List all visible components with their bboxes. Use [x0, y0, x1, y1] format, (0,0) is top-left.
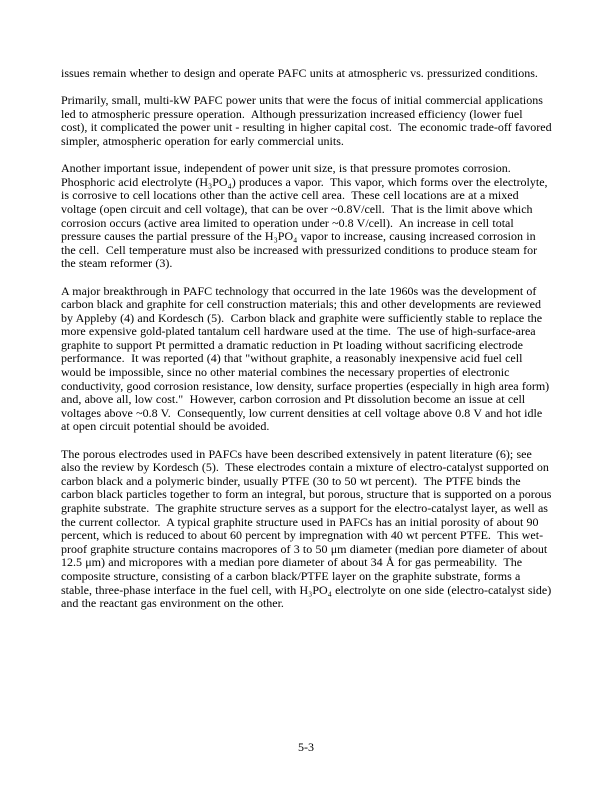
paragraph-continuation: issues remain whether to design and operate PAFC units at atmospheric vs. pressurized conditions.	[61, 66, 538, 80]
paragraph-pressure-corrosion: Another important issue, independent of power unit size, is that pressure promotes corrosion. Phosphoric acid electrolyte (H₃PO₄) produces a vapor. This vapor, which forms over the electrolyte, is corrosive to cell locations other than the active cell area. These cell locations are at a mixed voltage (open circuit and cell voltage), that can be over ~0.8V/cell. That is the limit above which corrosion occurs (active area limited to operation under ~0.8 V/cell). An increase in cell total pressure causes the partial pressure of the H₃PO₄ vapor to increase, causing increased corrosion in the cell. Cell temperature must also be increased with pressurized conditions to produce steam for the steam reformer (3).	[61, 161, 551, 271]
paragraph-atmospheric-operation: Primarily, small, multi-kW PAFC power units that were the focus of initial commercial applications led to atmospheric pressure operation. Although pressurization increased efficiency (lower fuel cost), it complicated the power unit - resulting in higher capital cost. The economic trade-off favored simpler, atmospheric operation for early commercial units.	[61, 93, 555, 148]
paragraph-carbon-graphite-breakthrough: A major breakthrough in PAFC technology that occurred in the late 1960s was the development of carbon black and graphite for cell construction materials; this and other developments are reviewed by Appleby (4) and Kordesch (5). Carbon black and graphite were sufficiently stable to replace the more expensive gold-plated tantalum cell hardware used at the time. The use of high-surface-area graphite to support Pt permitted a dramatic reduction in Pt loading without sacrificing electrode performance. It was reported (4) that "without graphite, a reasonably inexpensive acid fuel cell would be impossible, since no other material combines the necessary properties of electronic conductivity, good corrosion resistance, low density, surface properties (especially in high area form) and, above all, low cost." However, carbon corrosion and Pt dissolution become an issue at cell voltages above ~0.8 V. Consequently, low current densities at cell voltage above 0.8 V and hot idle at open circuit potential should be avoided.	[61, 283, 553, 434]
document-body	[61, 66, 555, 611]
page-number: 5-3	[298, 740, 314, 754]
paragraph-porous-electrodes: The porous electrodes used in PAFCs have been described extensively in patent literature (6); see also the review by Kordesch (5). These electrodes contain a mixture of electro-catalyst supported on carbon black and a polymeric binder, usually PTFE (30 to 50 wt percent). The PTFE binds the carbon black particles together to form an integral, but porous, structure that is supported on a porous graphite substrate. The graphite structure serves as a support for the electro-catalyst layer, as well as the current collector. A typical graphite structure used in PAFCs has an initial porosity of about 90 percent, which is reduced to about 60 percent by impregnation with 40 wt percent PTFE. This wet-proof graphite structure contains macropores of 3 to 50 μm diameter (median pore diameter of about 12.5 μm) and micropores with a median pore diameter of about 34 Å for gas permeability. The composite structure, consisting of a carbon black/PTFE layer on the graphite substrate, forms a stable, three-phase interface in the fuel cell, with H₃PO₄ electrolyte on one side (electro-catalyst side) and the reactant gas environment on the other.	[61, 446, 555, 611]
